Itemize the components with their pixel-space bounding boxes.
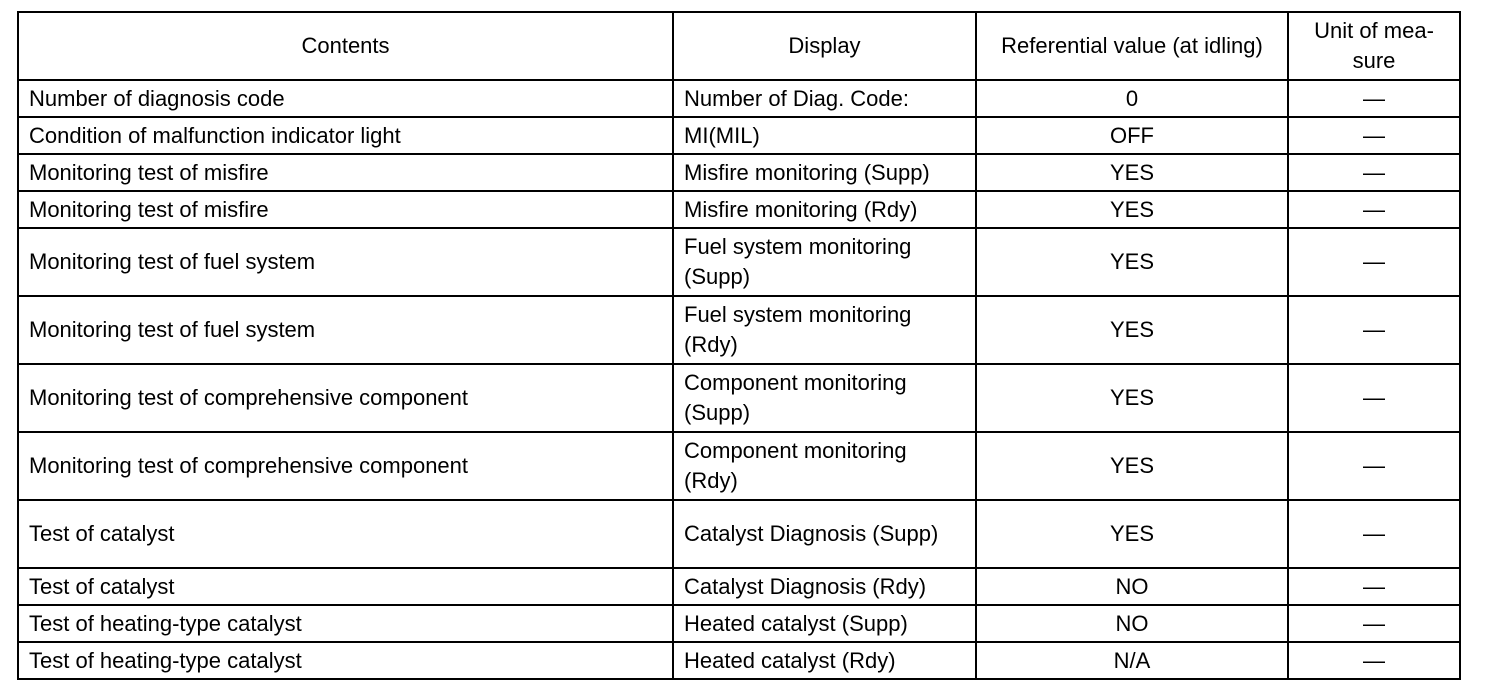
cell-unit: — [1288,432,1460,500]
cell-contents: Test of heating-type catalyst [18,642,673,679]
cell-unit: — [1288,154,1460,191]
cell-referential-value: YES [976,432,1288,500]
cell-referential-value: YES [976,191,1288,228]
cell-referential-value: OFF [976,117,1288,154]
cell-contents: Condition of malfunction indicator light [18,117,673,154]
cell-display: Misfire monitoring (Rdy) [673,191,976,228]
cell-referential-value: YES [976,500,1288,568]
table-row [18,154,1460,191]
cell-contents: Monitoring test of comprehensive component [18,364,673,432]
cell-unit: — [1288,80,1460,117]
cell-unit: — [1288,642,1460,679]
cell-display: Heated catalyst (Rdy) [673,642,976,679]
cell-referential-value: YES [976,364,1288,432]
cell-referential-value: YES [976,228,1288,296]
table-row [18,568,1460,605]
cell-contents: Monitoring test of comprehensive component [18,432,673,500]
cell-contents: Monitoring test of fuel system [18,228,673,296]
header-display: Display [673,12,976,80]
table-row [18,117,1460,154]
table-row [18,500,1460,568]
cell-unit: — [1288,228,1460,296]
cell-referential-value: NO [976,568,1288,605]
cell-unit: — [1288,364,1460,432]
table-row [18,432,1460,500]
table-row [18,605,1460,642]
cell-unit: — [1288,296,1460,364]
cell-unit: — [1288,568,1460,605]
cell-unit: — [1288,500,1460,568]
cell-contents: Test of heating-type catalyst [18,605,673,642]
cell-display: Component monitoring (Supp) [673,364,976,432]
cell-unit: — [1288,117,1460,154]
cell-unit: — [1288,605,1460,642]
diagnosis-table [17,11,1461,680]
cell-referential-value: YES [976,154,1288,191]
cell-display: Number of Diag. Code: [673,80,976,117]
cell-display: Fuel system monitoring (Supp) [673,228,976,296]
table-row [18,296,1460,364]
cell-display: Misfire monitoring (Supp) [673,154,976,191]
cell-contents: Monitoring test of fuel system [18,296,673,364]
table-row [18,642,1460,679]
cell-contents: Monitoring test of misfire [18,154,673,191]
cell-contents: Monitoring test of misfire [18,191,673,228]
cell-referential-value: N/A [976,642,1288,679]
cell-referential-value: YES [976,296,1288,364]
cell-contents: Test of catalyst [18,568,673,605]
cell-unit: — [1288,191,1460,228]
cell-display: Catalyst Diagnosis (Supp) [673,500,976,568]
table-row [18,228,1460,296]
table-header-row [18,12,1460,80]
cell-display: Fuel system monitoring (Rdy) [673,296,976,364]
cell-contents: Test of catalyst [18,500,673,568]
header-contents: Contents [18,12,673,80]
header-referential-value: Referential value (at idling) [976,12,1288,80]
table-row [18,191,1460,228]
cell-display: Heated catalyst (Supp) [673,605,976,642]
cell-display: Component monitoring (Rdy) [673,432,976,500]
cell-referential-value: NO [976,605,1288,642]
cell-display: MI(MIL) [673,117,976,154]
header-unit-of-measure: Unit of mea-sure [1288,12,1460,80]
cell-display: Catalyst Diagnosis (Rdy) [673,568,976,605]
table-row [18,364,1460,432]
cell-referential-value: 0 [976,80,1288,117]
cell-contents: Number of diagnosis code [18,80,673,117]
table-row [18,80,1460,117]
